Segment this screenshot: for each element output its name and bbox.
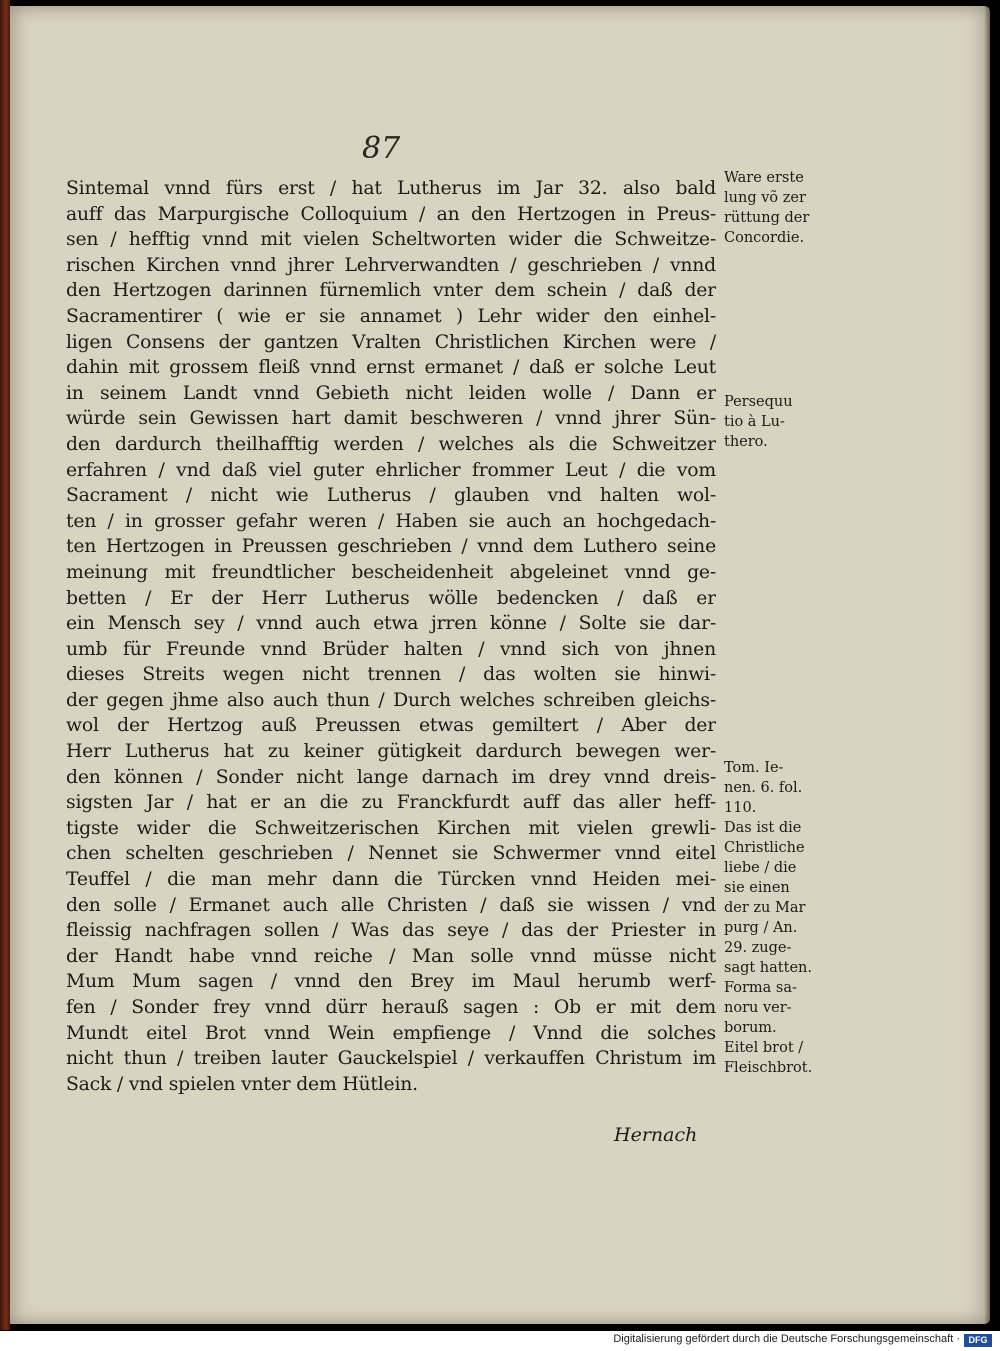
margin-note-2 [724, 392, 824, 452]
margin-note-line: liebe / die [724, 860, 797, 876]
margin-note-line: Concordie. [724, 230, 805, 246]
text-line: würde sein Gewissen hart damit beschweren / vnnd jhrer Sün- [66, 408, 716, 430]
margin-note-1 [724, 168, 824, 248]
margin-note-line: Das ist die [724, 820, 802, 836]
catchword: Hernach [614, 1124, 698, 1146]
margin-note-line: sie einen [724, 880, 790, 896]
margin-note-line: Eitel brot / [724, 1040, 804, 1056]
margin-note-line: Tom. Ie- [724, 760, 784, 776]
text-line: sen / hefftig vnnd mit vielen Scheltworten wider die Schweitze- [66, 229, 716, 251]
text-line: umb für Freunde vnnd Brüder halten / vnnd sich von jhnen [66, 638, 716, 660]
margin-note-line: Christliche [724, 840, 805, 856]
margin-note-3 [724, 758, 824, 1078]
margin-note-line: 29. zuge- [724, 940, 792, 956]
text-line: ligen Consens der gantzen Vralten Christlichen Kirchen were / [66, 331, 716, 353]
text-line: ten / in grosser gefahr weren / Haben sie auch an hochgedach- [66, 510, 716, 532]
text-line: Sack / vnd spielen vnter dem Hütlein. [66, 1073, 418, 1095]
text-line: chen schelten geschrieben / Nennet sie Schwermer vnnd eitel [66, 843, 716, 865]
text-line: fen / Sonder frey vnnd dürr herauß sagen : Ob er mit dem [66, 997, 716, 1018]
text-line: meinung mit freundtlicher bescheidenheit abgeleinet vnnd ge- [66, 561, 716, 583]
margin-note-line: tio à Lu- [724, 414, 785, 430]
margin-note-line: borum. [724, 1020, 777, 1036]
text-line: in seinem Landt vnnd Gebieth nicht leiden wolle / Dann er [66, 382, 716, 404]
dfg-logo: DFG [964, 1334, 992, 1347]
margin-note-line: purg / An. [724, 920, 798, 936]
book-page [10, 6, 990, 1324]
text-line: erfahren / vnd daß viel guter ehrlicher frommer Leut / die vom [66, 459, 716, 481]
text-line: wol der Hertzog auß Preussen etwas gemiltert / Aber der [66, 715, 716, 737]
text-line: nicht thun / treiben lauter Gauckelspiel / verkauffen Christum im [66, 1048, 716, 1070]
page-number: 87 [362, 131, 401, 166]
margin-note-line: nen. 6. fol. [724, 780, 803, 796]
margin-note-line: lung võ zer [724, 190, 806, 206]
margin-note-line: Persequu [724, 394, 793, 410]
text-line: tigste wider die Schweitzerischen Kirchen mit vielen grewli- [66, 817, 716, 839]
text-line: der gegen jhme also auch thun / Durch welches schreiben gleichs- [66, 689, 716, 711]
text-line: rischen Kirchen vnnd jhrer Lehrverwandten / geschrieben / vnnd [66, 254, 716, 276]
binding-edge [0, 0, 10, 1330]
text-line: dahin mit grossem fleiß vnnd ernst ermanet / daß er solche Leut [66, 357, 716, 379]
margin-note-line: noru ver- [724, 1000, 792, 1016]
text-line: den Hertzogen darinnen fürnemlich vnter dem schein / daß der [66, 280, 716, 302]
margin-note-line: 110. [724, 800, 757, 816]
margin-note-line: Fleischbrot. [724, 1060, 813, 1076]
text-line: den können / Sonder nicht lange darnach im drey vnnd dreis- [66, 766, 716, 788]
text-line: Sacrament / nicht wie Lutherus / glauben vnd halten wol- [66, 485, 716, 507]
margin-note-line: Forma sa- [724, 980, 797, 996]
margin-note-line: thero. [724, 434, 768, 450]
text-line: den solle / Ermanet auch alle Christen / daß sie wissen / vnd [66, 894, 716, 916]
footer-bar [0, 1331, 1000, 1351]
text-line: Mundt eitel Brot vnnd Wein empfienge / Vnnd die solches [66, 1022, 716, 1044]
text-line: den dardurch theilhafftig werden / welches als die Schweitzer [66, 433, 716, 455]
text-line: Sacramentirer ( wie er sie annamet ) Lehr wider den einhel- [66, 305, 716, 327]
margin-note-line: der zu Mar [724, 900, 806, 916]
text-line: der Handt habe vnnd reiche / Man solle vnnd müsse nicht [66, 945, 716, 967]
text-line: betten / Er der Herr Lutherus wölle bedencken / daß er [66, 587, 716, 609]
text-line: ein Mensch sey / vnnd auch etwa jrren könne / Solte sie dar- [66, 613, 716, 635]
text-line: Herr Lutherus hat zu keiner gütigkeit dardurch bewegen wer- [66, 741, 716, 763]
text-line: Sintemal vnnd fürs erst / hat Lutherus im Jar 32. also bald [66, 178, 716, 199]
text-line: sigsten Jar / hat er an die zu Franckfurdt auff das aller heff- [66, 792, 716, 814]
footer-credit: Digitalisierung gefördert durch die Deutsche Forschungsgemeinschaft · [613, 1333, 960, 1345]
text-line: auff das Marpurgische Colloquium / an den Hertzogen in Preus- [66, 203, 716, 225]
text-line: ten Hertzogen in Preussen geschrieben / vnnd dem Luthero seine [66, 536, 716, 558]
margin-note-line: sagt hatten. [724, 960, 812, 976]
text-line: Teuffel / die man mehr dann die Türcken vnnd Heiden mei- [66, 869, 716, 891]
text-line: dieses Streits wegen nicht trennen / das wolten sie hinwi- [66, 664, 716, 686]
margin-note-line: rüttung der [724, 210, 810, 226]
text-line: fleissig nachfragen sollen / Was das seye / das der Priester in [66, 920, 716, 942]
margin-note-line: Ware erste [724, 170, 804, 186]
text-line: Mum Mum sagen / vnnd den Brey im Maul herumb werf- [66, 971, 716, 993]
main-text-block [66, 176, 716, 1097]
